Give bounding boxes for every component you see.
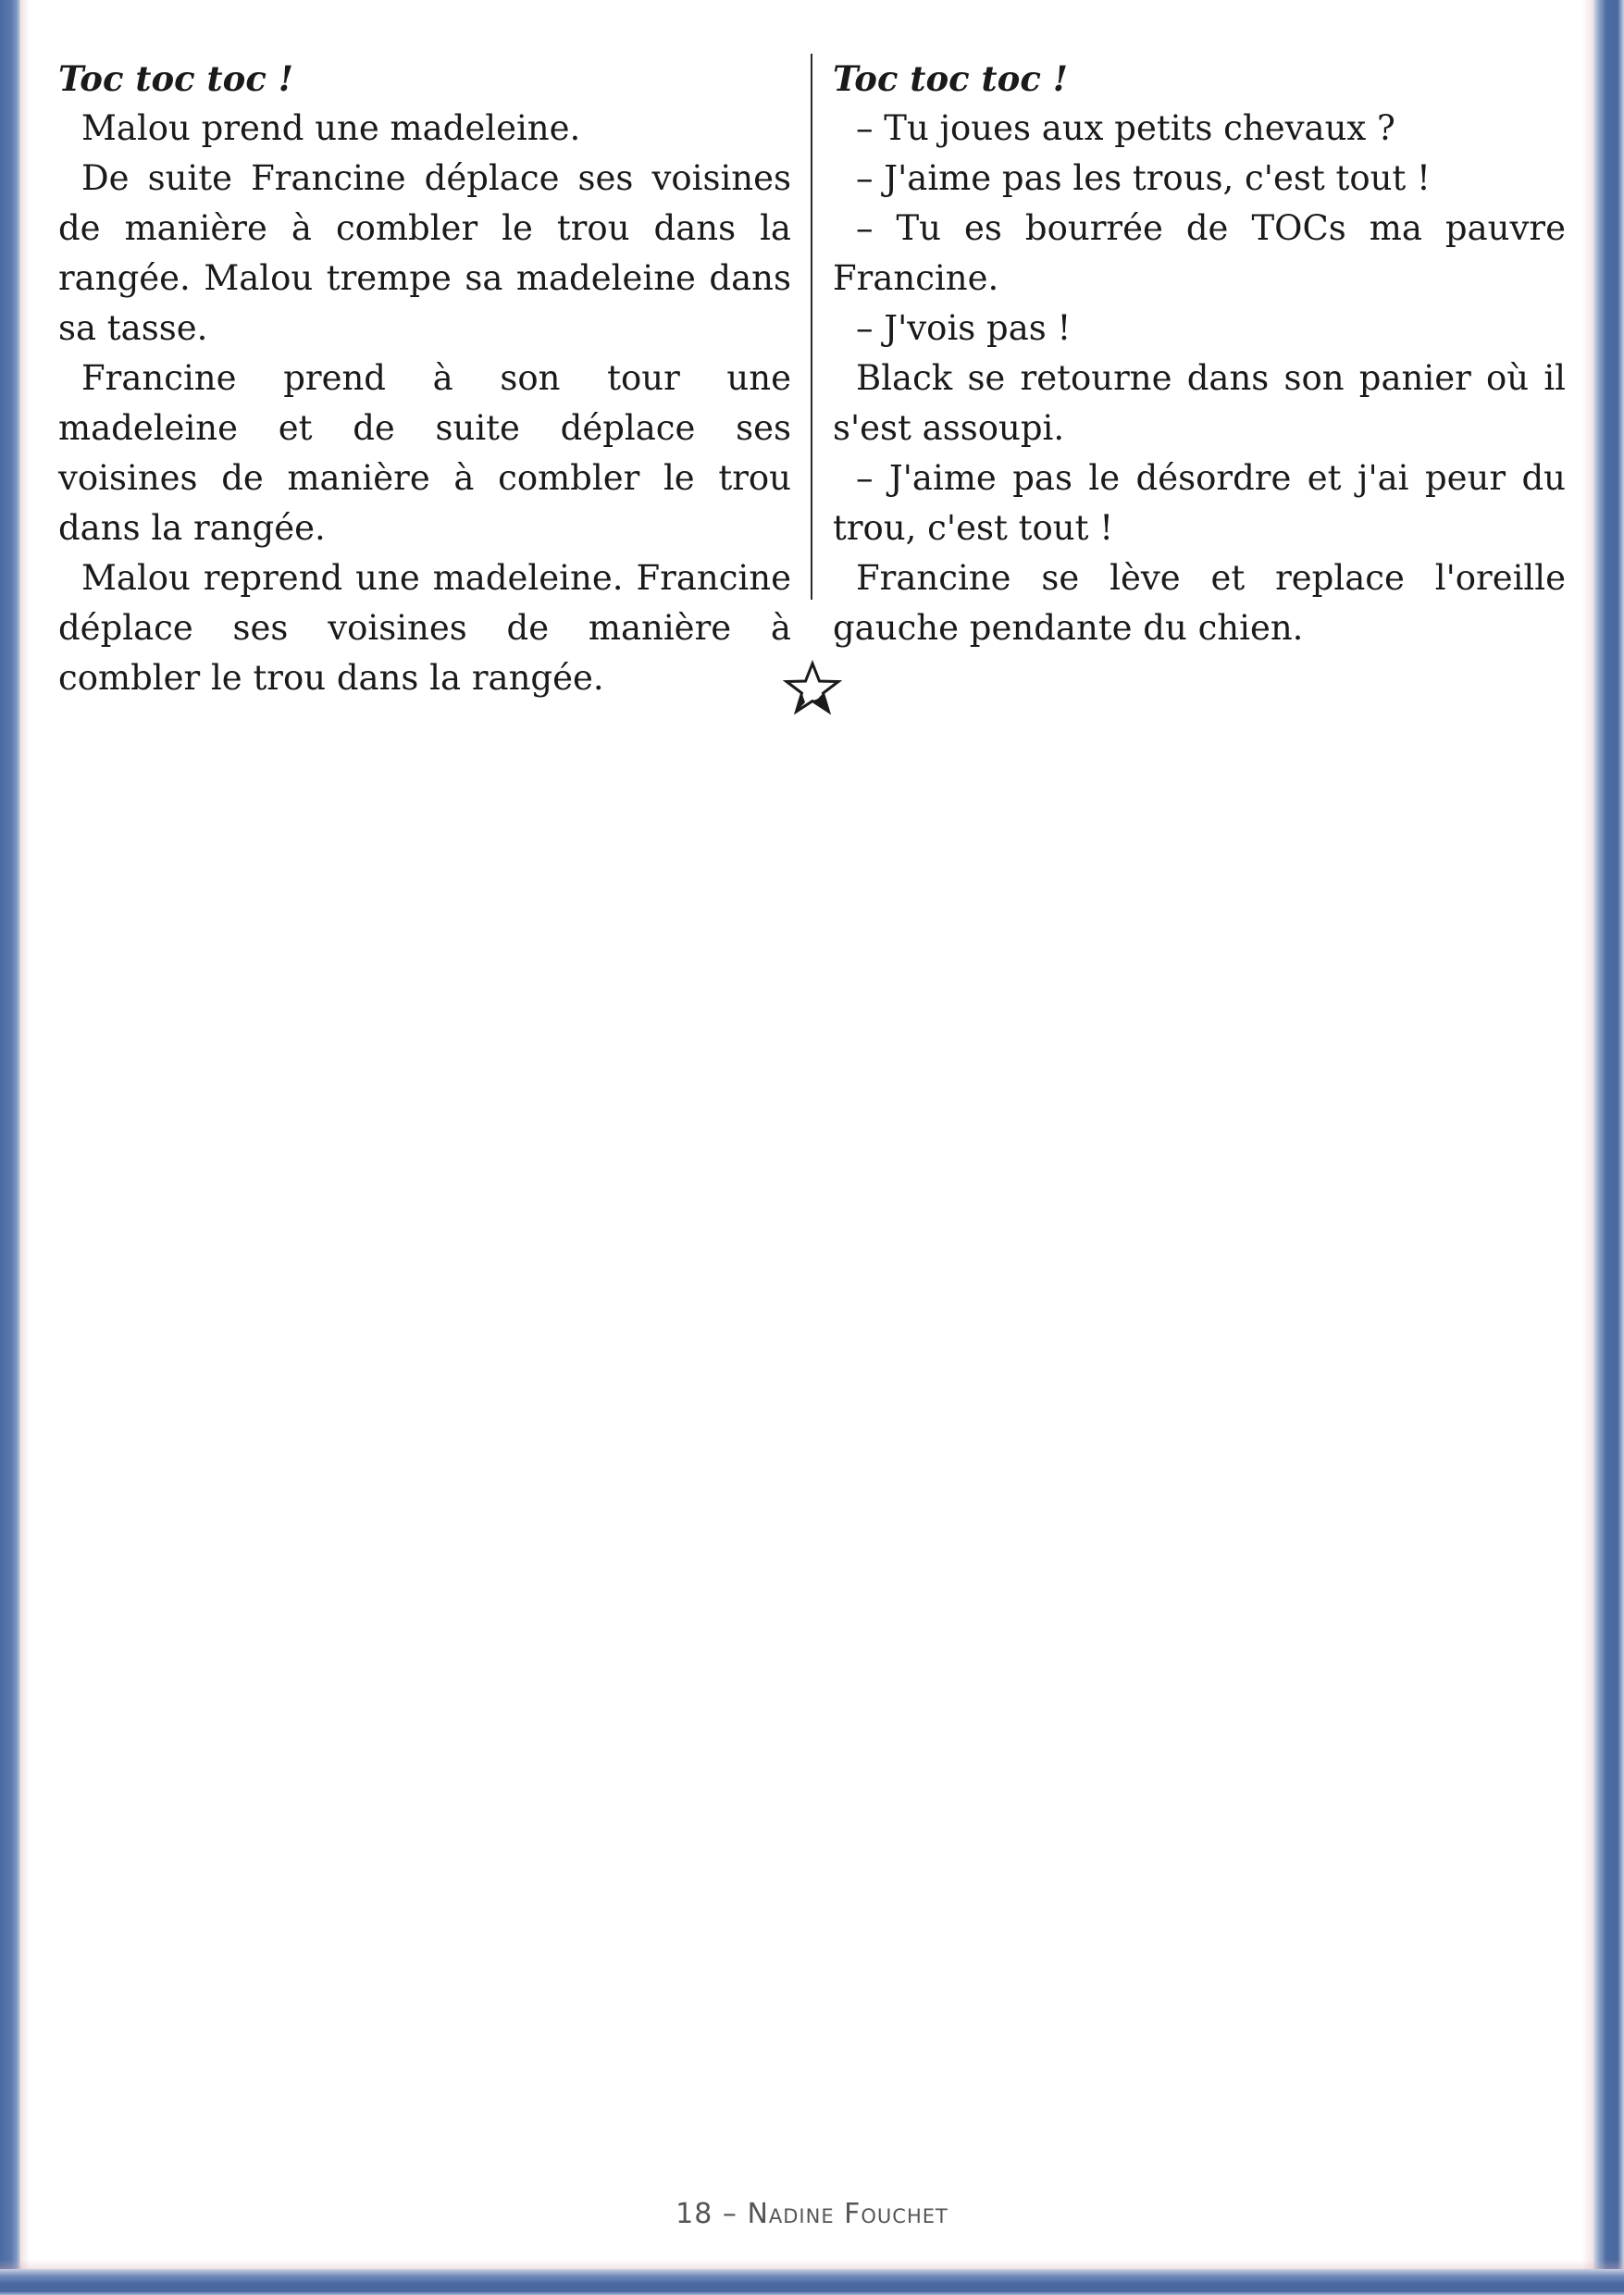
right-column bbox=[833, 54, 1566, 653]
right-paragraph: Black se retourne dans son panier où il s'est assoupi. bbox=[833, 358, 1566, 448]
right-paragraph: Francine se lève et replace l'oreille gauche pendante du chien. bbox=[833, 558, 1566, 648]
dialogue-line: – Tu joues aux petits chevaux ? bbox=[856, 108, 1395, 148]
page-number: 18 bbox=[676, 2198, 713, 2230]
left-heading: Toc toc toc ! bbox=[58, 58, 293, 99]
dialogue-line: – Tu es bourrée de TOCs ma pauvre Francine. bbox=[833, 208, 1566, 298]
column-divider bbox=[811, 54, 812, 600]
left-column bbox=[58, 54, 791, 703]
left-paragraph: Francine prend à son tour une madeleine et de suite déplace ses voisines de manière à combler le trou dans la rangée. bbox=[58, 358, 791, 548]
author-name: Nadine Fouchet bbox=[747, 2198, 948, 2230]
page-frame-bottom bbox=[0, 2269, 1624, 2295]
page-frame-right bbox=[1593, 0, 1624, 2295]
dialogue-line: – J'vois pas ! bbox=[856, 308, 1072, 348]
page-footer bbox=[0, 2198, 1624, 2230]
dialogue-line: – J'aime pas les trous, c'est tout ! bbox=[856, 158, 1431, 198]
left-paragraph: Malou reprend une madeleine. Francine déplace ses voisines de manière à combler le trou dans la rangée. bbox=[58, 558, 791, 698]
left-paragraph: Malou prend une madeleine. bbox=[81, 108, 581, 148]
left-paragraph: De suite Francine déplace ses voisines de manière à combler le trou dans la rangée. Malou trempe sa madeleine dans sa tasse. bbox=[58, 158, 791, 348]
right-heading: Toc toc toc ! bbox=[833, 58, 1068, 99]
page-frame-left bbox=[0, 0, 20, 2295]
dialogue-line: – J'aime pas le désordre et j'ai peur du trou, c'est tout ! bbox=[833, 458, 1566, 548]
footer-separator: – bbox=[722, 2198, 738, 2230]
star-icon bbox=[783, 660, 842, 719]
